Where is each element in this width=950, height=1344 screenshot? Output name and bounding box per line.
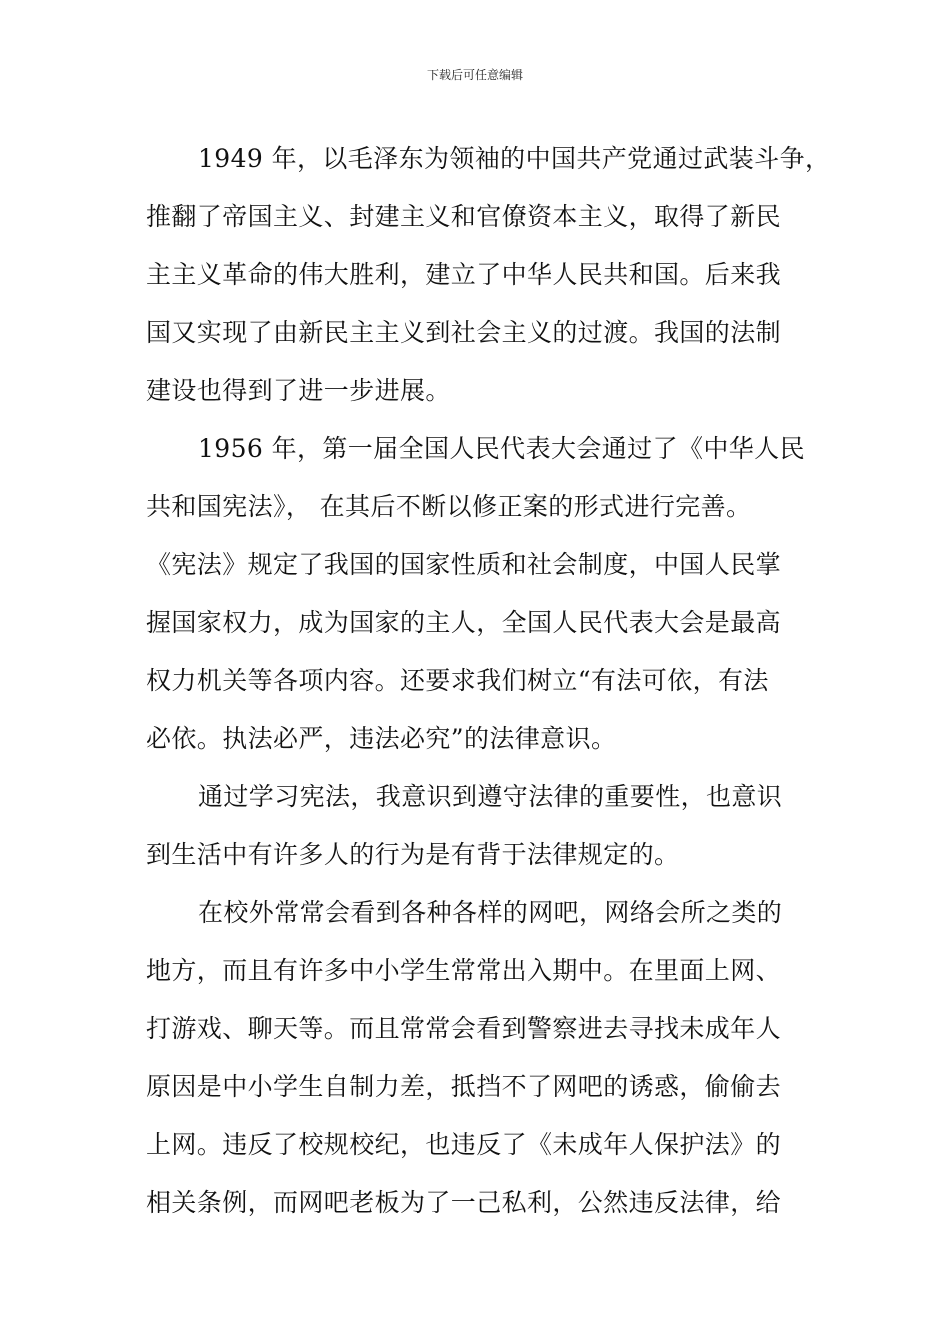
text-line: 上网。违反了校规校纪，也违反了《未成年人保护法》的 <box>146 1130 782 1159</box>
text-line: 必依。执法必严，违法必究”的法律意识。 <box>146 724 617 753</box>
text-line: 打游戏、聊天等。而且常常会看到警察进去寻找未成年人 <box>146 1014 782 1043</box>
text-line: 《宪法》规定了我国的国家性质和社会制度，中国人民掌 <box>146 550 782 579</box>
text-line: 推翻了帝国主义、封建主义和官僚资本主义，取得了新民 <box>146 202 782 231</box>
text-line: 相关条例，而网吧老板为了一己私利，公然违反法律，给 <box>146 1188 782 1217</box>
text-line: 地方，而且有许多中小学生常常出入期中。在里面上网、 <box>146 956 782 985</box>
text-line: 建设也得到了进一步进展。 <box>146 376 451 405</box>
text-line: 1956 年，第一届全国人民代表大会通过了《中华人民 <box>198 434 805 463</box>
text-line: 原因是中小学生自制力差，抵挡不了网吧的诱惑，偷偷去 <box>146 1072 782 1101</box>
text-line: 通过学习宪法，我意识到遵守法律的重要性，也意识 <box>198 782 783 811</box>
text-line: 在校外常常会看到各种各样的网吧，网络会所之类的 <box>198 898 783 927</box>
page-header: 下载后可任意编辑 <box>426 68 523 82</box>
text-line: 主主义革命的伟大胜利，建立了中华人民共和国。后来我 <box>146 260 782 289</box>
text-line: 共和国宪法》， 在其后不断以修正案的形式进行完善。 <box>146 492 752 521</box>
text-line: 1949 年，以毛泽东为领袖的中国共产党通过武装斗争， <box>198 144 831 173</box>
text-line: 权力机关等各项内容。还要求我们树立“有法可依，有法 <box>146 666 769 695</box>
text-line: 握国家权力，成为国家的主人，全国人民代表大会是最高 <box>146 608 782 637</box>
document-body <box>146 130 831 1232</box>
text-line: 国又实现了由新民主主义到社会主义的过渡。我国的法制 <box>146 318 782 347</box>
text-line: 到生活中有许多人的行为是有背于法律规定的。 <box>146 840 680 869</box>
